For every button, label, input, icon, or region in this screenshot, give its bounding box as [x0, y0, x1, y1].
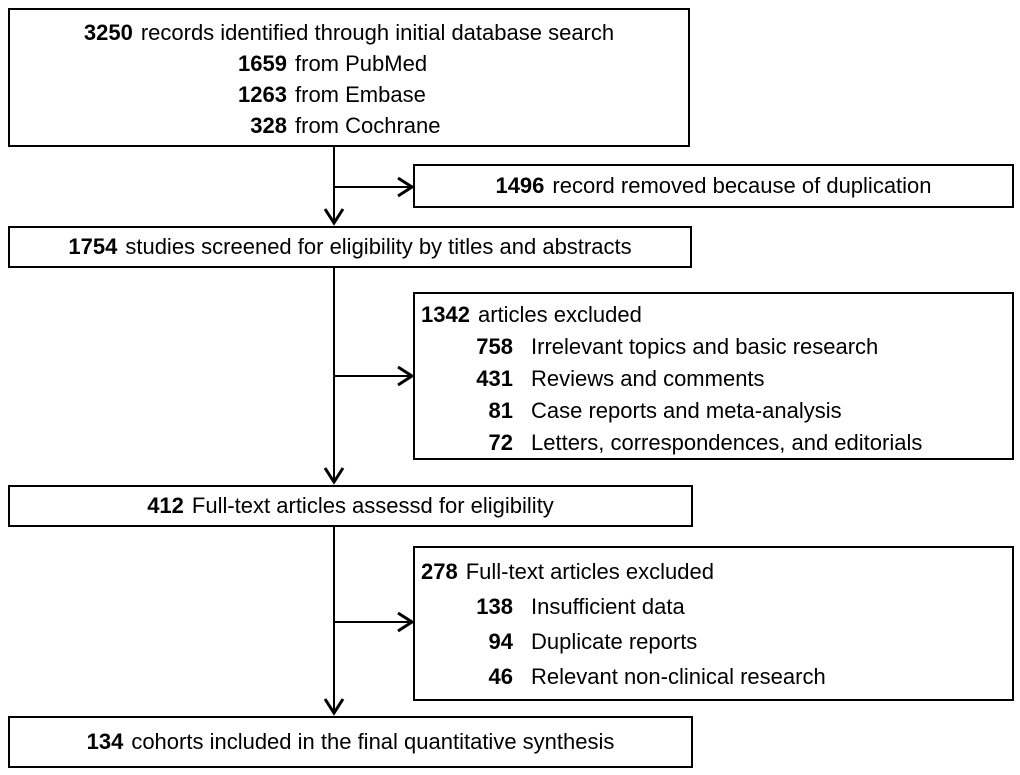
arrow-identification-to-screening — [325, 147, 343, 223]
fulltext-excluded-label: Full-text articles excluded — [465, 559, 714, 584]
included-count: 134 — [86, 729, 124, 754]
duplicates-removed-box — [413, 164, 1014, 208]
fulltext-assessed-box — [8, 485, 693, 527]
arrow-to-fulltext-excluded-box — [334, 613, 412, 631]
exclusion-reason-row — [415, 427, 1012, 459]
source-row-pubmed — [10, 48, 688, 79]
screening-excluded-count: 1342 — [421, 302, 470, 327]
reason-label: Case reports and meta-analysis — [531, 398, 842, 423]
embase-label: from Embase — [295, 82, 426, 107]
identification-count: 3250 — [83, 20, 133, 45]
duplicates-label: record removed because of duplication — [552, 173, 932, 198]
source-row-cochrane — [10, 110, 688, 141]
pubmed-count: 1659 — [238, 51, 287, 76]
reason-label: Relevant non-clinical research — [531, 664, 826, 689]
screening-excluded-headline — [415, 299, 1012, 331]
fulltext-excluded-count: 278 — [421, 559, 458, 584]
screening-excluded-label: articles excluded — [477, 302, 642, 327]
pubmed-label: from PubMed — [295, 51, 428, 76]
reason-label: Letters, correspondences, and editorials — [531, 430, 923, 455]
arrow-to-screening-excluded-box — [334, 367, 412, 385]
reason-label: Reviews and comments — [531, 366, 765, 391]
identification-box — [8, 8, 690, 147]
identification-headline — [10, 17, 688, 48]
identification-label: records identified through initial database search — [140, 20, 615, 45]
included-box — [8, 716, 693, 768]
reason-count: 758 — [476, 334, 513, 359]
fulltext-label: Full-text articles assessd for eligibility — [191, 493, 554, 518]
screening-box — [8, 226, 692, 268]
exclusion-reason-row — [415, 589, 1012, 624]
reason-count: 72 — [488, 430, 513, 455]
screened-label: studies screened for eligibility by titles and abstracts — [125, 234, 632, 259]
exclusion-reason-row — [415, 331, 1012, 363]
included-label: cohorts included in the final quantitative synthesis — [131, 729, 615, 754]
embase-count: 1263 — [238, 82, 287, 107]
fulltext-excluded-headline — [415, 554, 1012, 589]
exclusion-reason-row — [415, 624, 1012, 659]
reason-count: 138 — [476, 594, 513, 619]
cochrane-label: from Cochrane — [295, 113, 441, 138]
screening-excluded-box — [413, 292, 1014, 460]
arrow-fulltext-to-included — [325, 527, 343, 713]
reason-count: 431 — [476, 366, 513, 391]
reason-label: Irrelevant topics and basic research — [531, 334, 879, 359]
reason-count: 46 — [488, 664, 513, 689]
reason-count: 94 — [488, 629, 513, 654]
reason-label: Duplicate reports — [531, 629, 698, 654]
fulltext-excluded-box — [413, 546, 1014, 701]
cochrane-count: 328 — [250, 113, 287, 138]
exclusion-reason-row — [415, 659, 1012, 694]
reason-count: 81 — [488, 398, 513, 423]
duplicates-count: 1496 — [495, 173, 545, 198]
arrow-screening-to-fulltext — [325, 268, 343, 482]
reason-label: Insufficient data — [531, 594, 685, 619]
source-row-embase — [10, 79, 688, 110]
arrow-to-duplicates-removed-box — [334, 178, 412, 196]
fulltext-count: 412 — [147, 493, 184, 518]
exclusion-reason-row — [415, 395, 1012, 427]
screened-count: 1754 — [68, 234, 118, 259]
exclusion-reason-row — [415, 363, 1012, 395]
